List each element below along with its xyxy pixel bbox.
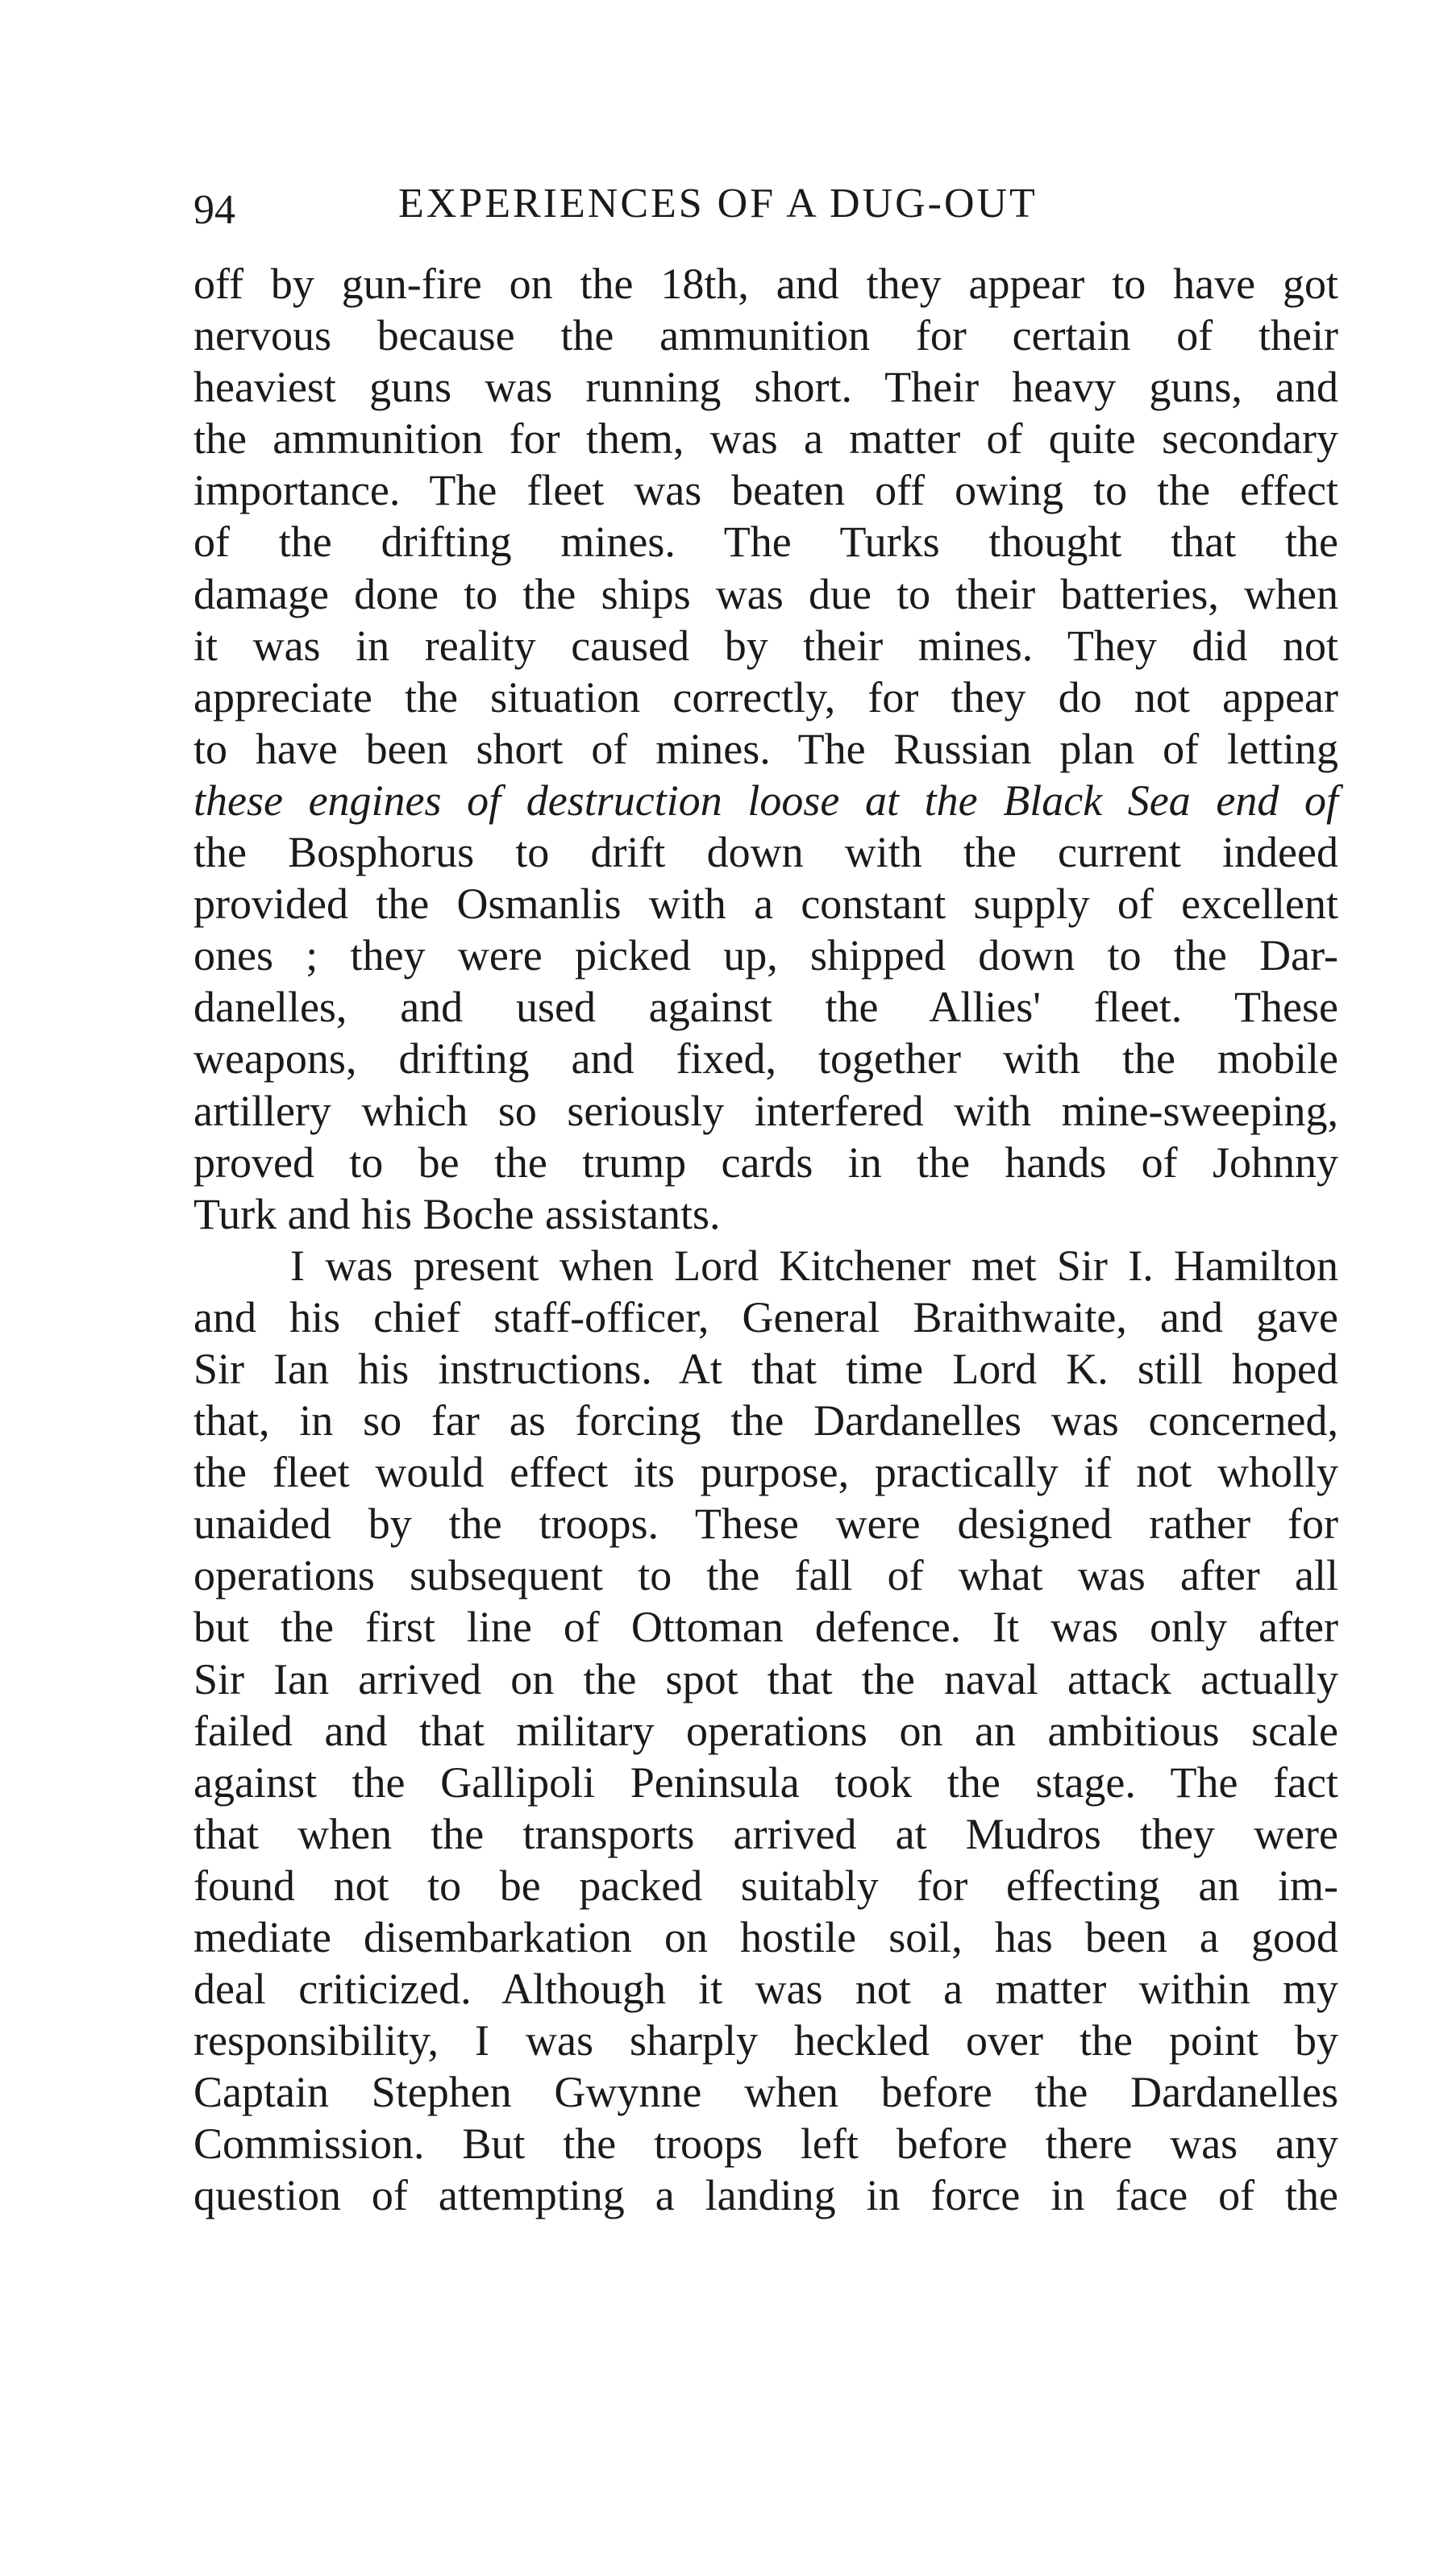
text-line: the ammunition for them, was a matter of quite secondary (193, 414, 1338, 464)
text-line: I was present when Lord Kitchener met Sir I. Hamilton (290, 1241, 1338, 1290)
paragraph-1 (193, 258, 1338, 1240)
text-line: operations subsequent to the fall of what was after all (193, 1551, 1338, 1600)
text-line: ones ; they were picked up, shipped down to the Dar- (193, 931, 1338, 980)
text-line: and his chief staff-officer, General Braithwaite, and gave (193, 1292, 1338, 1341)
text-line: mediate disembarkation on hostile soil, has been a good (193, 1913, 1338, 1961)
text-line: deal criticized. Although it was not a matter within my (193, 1965, 1338, 2014)
text-line: appreciate the situation correctly, for they do not appear (193, 672, 1338, 722)
text-line: provided the Osmanlis with a constant supply of excellent (193, 880, 1338, 929)
text-line: Sir Ian his instructions. At that time Lord K. still hoped (193, 1344, 1338, 1393)
text-line: question of attempting a landing in force in face of the (193, 2171, 1338, 2220)
text-line: off by gun-fire on the 18th, and they appear to have got (193, 260, 1338, 308)
text-line: that, in so far as forcing the Dardanelles was concerned, (193, 1396, 1338, 1445)
text-line: it was in reality caused by their mines. They did not (193, 621, 1338, 670)
text-line: responsibility, I was sharply heckled over the point by (193, 2016, 1338, 2065)
text-line: the Bosphorus to drift down with the current indeed (193, 828, 1338, 877)
text-line: weapons, drifting and fixed, together with the mobile (193, 1034, 1338, 1084)
text-line: that when the transports arrived at Mudros they were (193, 1809, 1338, 1858)
text-line: damage done to the ships was due to their batteries, when (193, 569, 1338, 618)
text-line (193, 775, 1338, 826)
text-line: proved to be the trump cards in the hands of Johnny (193, 1138, 1338, 1187)
text-line: against the Gallipoli Peninsula took the stage. The fact (193, 1757, 1338, 1807)
running-head: EXPERIENCES OF A DUG-OUT (398, 181, 1038, 227)
text-line: but the first line of Ottoman defence. It was only after (193, 1603, 1338, 1652)
italic-phrase: these engines of destruction loose at the Black Sea end of (193, 776, 1338, 825)
page-number: 94 (193, 187, 235, 233)
text-line: danelles, and used against the Allies' fleet. These (193, 983, 1338, 1032)
page-header (193, 176, 1338, 232)
text-line: heaviest guns was running short. Their heavy guns, and (193, 363, 1338, 412)
text-line: found not to be packed suitably for effecting an im- (193, 1861, 1338, 1910)
text-line: unaided by the troops. These were designed rather for (193, 1500, 1338, 1549)
text-line: importance. The fleet was beaten off owing to the effect (193, 466, 1338, 515)
text-line: Turk and his Boche assistants. (193, 1189, 721, 1238)
text-line: artillery which so seriously interfered with mine-sweeping, (193, 1086, 1338, 1135)
text-line: Sir Ian arrived on the spot that the naval attack actually (193, 1654, 1338, 1703)
text-line: failed and that military operations on an ambitious scale (193, 1706, 1338, 1755)
text-line: to have been short of mines. The Russian plan of letting (193, 724, 1338, 773)
text-line: the fleet would effect its purpose, practically if not wholly (193, 1448, 1338, 1497)
text-line: Commission. But the troops left before there was any (193, 2119, 1338, 2169)
text-line: Captain Stephen Gwynne when before the Dardanelles (193, 2068, 1338, 2117)
paragraph-2 (193, 1240, 1338, 2222)
body-text (193, 258, 1338, 2222)
text-line: of the drifting mines. The Turks thought that the (193, 518, 1338, 567)
text-line: nervous because the ammunition for certain of their (193, 311, 1338, 360)
